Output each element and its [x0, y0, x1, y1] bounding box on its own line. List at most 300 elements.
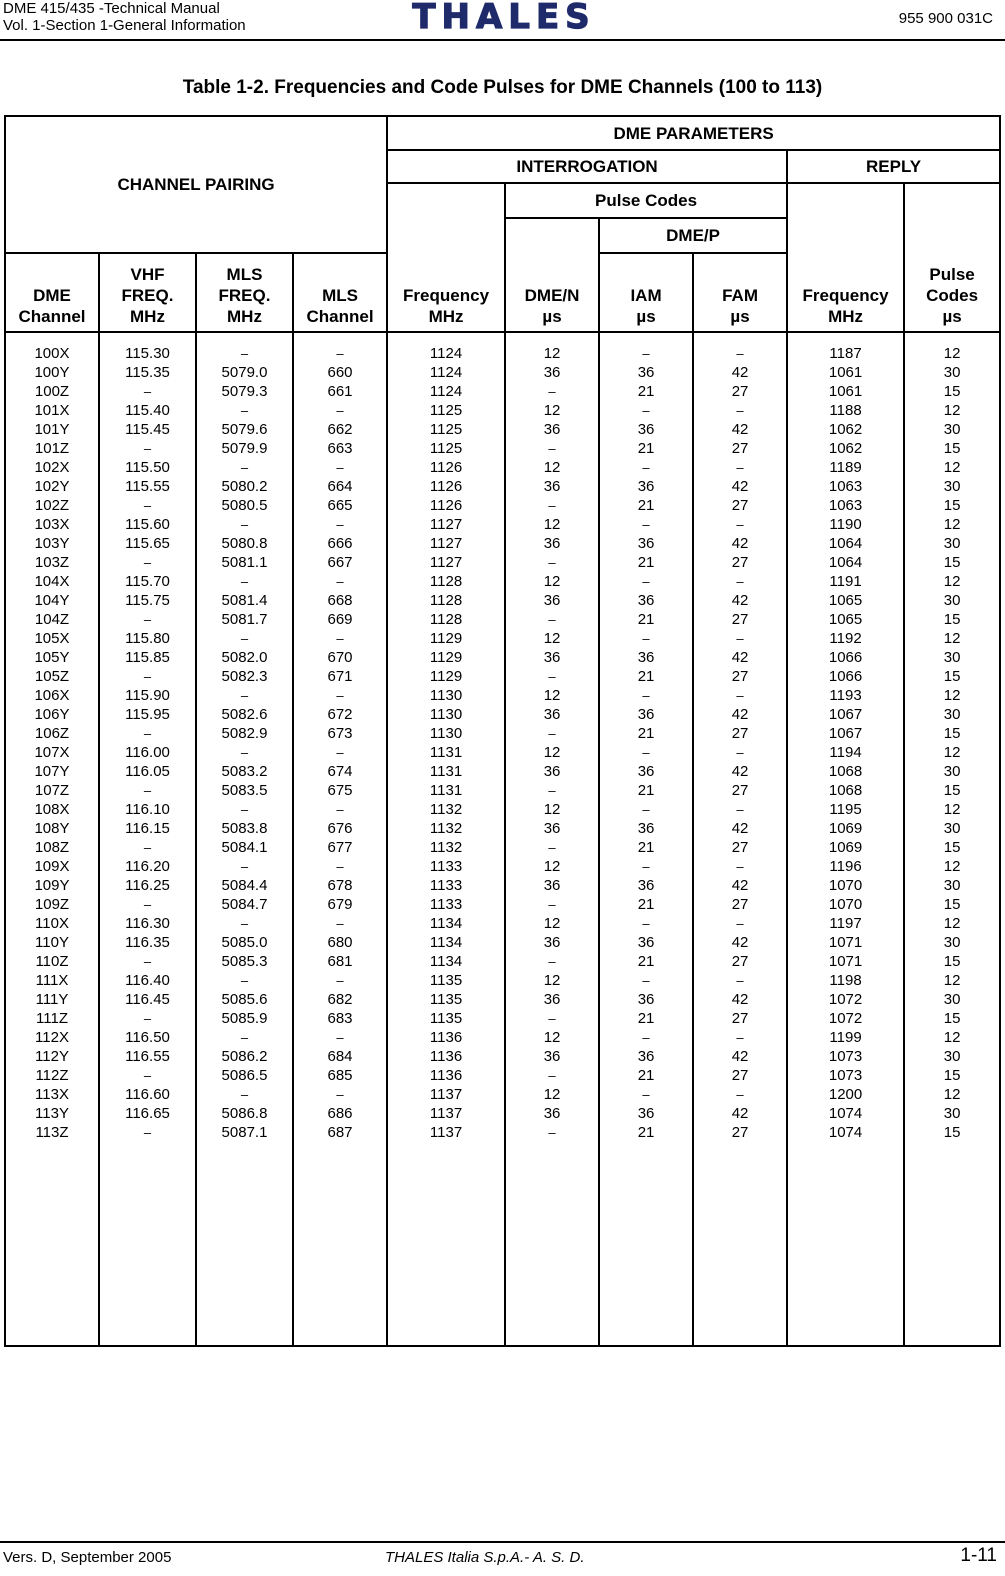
channel-group — [197, 344, 292, 401]
table-cell: 12 — [543, 1029, 561, 1046]
table-cell: – — [143, 840, 152, 855]
table-cell: – — [240, 802, 249, 817]
channel-group — [694, 800, 786, 857]
table-cell: – — [336, 745, 344, 760]
table-cell: – — [336, 802, 344, 817]
table-cell: 36 — [543, 421, 561, 438]
table-cell: 42 — [731, 649, 749, 666]
table-cell: 1130 — [429, 687, 463, 704]
channel-group — [6, 686, 98, 743]
channel-group — [388, 401, 504, 458]
column-fam — [693, 332, 787, 1346]
table-cell: – — [336, 859, 344, 874]
channel-group — [694, 458, 786, 515]
table-cell: 15 — [943, 725, 961, 742]
table-cell: 1066 — [828, 649, 863, 666]
header-dmen: DME/N µs — [505, 218, 599, 332]
channel-group — [6, 857, 98, 914]
table-cell: – — [642, 745, 650, 760]
channel-group — [197, 1085, 292, 1142]
table-cell: 36 — [543, 1048, 561, 1065]
table-cell: 116.50 — [125, 1029, 170, 1046]
table-cell: 680 — [327, 934, 353, 951]
channel-group — [388, 572, 504, 629]
channel-group — [600, 629, 692, 686]
table-cell: 12 — [543, 801, 561, 818]
table-cell: 116.00 — [125, 744, 170, 761]
table-cell: 36 — [543, 364, 561, 381]
table-cell: 661 — [327, 383, 353, 400]
table-cell: – — [240, 916, 249, 931]
table-cell: 27 — [731, 668, 749, 685]
channel-group — [905, 1085, 999, 1142]
table-cell: 1131 — [429, 744, 463, 761]
channel-group — [388, 458, 504, 515]
table-cell: 27 — [731, 1124, 749, 1141]
table-cell: – — [736, 973, 744, 988]
channel-group — [600, 515, 692, 572]
channel-group — [388, 914, 504, 971]
table-cell: 1191 — [829, 573, 862, 590]
table-cell: 42 — [731, 706, 749, 723]
table-cell: 5082.6 — [221, 706, 268, 723]
channel-group — [100, 344, 195, 401]
table-cell: 674 — [327, 763, 353, 780]
table-cell: 30 — [943, 877, 961, 894]
table-cell: 12 — [943, 1086, 961, 1103]
table-cell: 30 — [943, 421, 961, 438]
table-cell: 30 — [943, 535, 961, 552]
table-cell: – — [736, 631, 744, 646]
table-cell: 1133 — [429, 896, 463, 913]
table-cell: 116.55 — [125, 1048, 170, 1065]
table-cell: 5079.3 — [221, 383, 268, 400]
channel-group — [6, 1085, 98, 1142]
table-cell: 116.65 — [125, 1105, 170, 1122]
table-cell: 116.35 — [125, 934, 170, 951]
channel-group — [788, 629, 903, 686]
channel-group — [905, 515, 999, 572]
table-cell: 108Y — [34, 820, 70, 837]
table-cell: 42 — [731, 934, 749, 951]
channel-group — [6, 800, 98, 857]
table-cell: 21 — [637, 1067, 655, 1084]
table-cell: – — [240, 403, 249, 418]
table-cell: 108X — [34, 801, 70, 818]
table-cell: 12 — [543, 687, 561, 704]
table-cell: 111Y — [35, 991, 69, 1008]
table-cell: 36 — [543, 934, 561, 951]
table-cell: – — [642, 802, 650, 817]
header-dme-parameters: DME PARAMETERS — [387, 116, 1000, 150]
footer-company: THALES Italia S.p.A.- A. S. D. — [385, 1549, 585, 1566]
table-cell: 36 — [543, 991, 561, 1008]
table-cell: 30 — [943, 820, 961, 837]
table-cell: 1137 — [429, 1086, 463, 1103]
table-cell: – — [336, 916, 344, 931]
table-cell: 115.50 — [125, 459, 170, 476]
channel-group — [294, 515, 386, 572]
table-cell: 12 — [943, 687, 961, 704]
table-cell: – — [548, 840, 556, 855]
footer-divider — [0, 1541, 1005, 1543]
table-cell: 1065 — [828, 592, 863, 609]
column-dme-channel — [5, 332, 99, 1346]
table-cell: 5079.6 — [221, 421, 268, 438]
table-cell: 12 — [943, 459, 961, 476]
table-cell: 1126 — [429, 459, 463, 476]
table-cell: 21 — [637, 839, 655, 856]
table-cell: – — [548, 954, 556, 969]
table-cell: 12 — [543, 915, 561, 932]
table-cell: 36 — [543, 820, 561, 837]
table-cell: 15 — [943, 896, 961, 913]
table-cell: 15 — [943, 782, 961, 799]
table-cell: 113Y — [35, 1105, 69, 1122]
table-cell: – — [736, 1087, 744, 1102]
table-cell: 42 — [731, 1048, 749, 1065]
table-cell: 1130 — [429, 725, 463, 742]
table-cell: 21 — [637, 440, 655, 457]
table-cell: 12 — [543, 516, 561, 533]
table-cell: – — [736, 346, 744, 361]
header-reply-frequency: Frequency MHz — [787, 183, 904, 332]
table-cell: 36 — [637, 535, 655, 552]
table-cell: – — [336, 346, 344, 361]
channel-group — [694, 686, 786, 743]
table-cell: – — [143, 612, 152, 627]
channel-group — [905, 629, 999, 686]
channel-group — [600, 401, 692, 458]
table-cell: 42 — [731, 991, 749, 1008]
table-cell: 1197 — [829, 915, 862, 932]
channel-group — [788, 914, 903, 971]
table-cell: 12 — [543, 972, 561, 989]
table-cell: 1131 — [429, 763, 463, 780]
table-cell: 109X — [34, 858, 70, 875]
header-line-1: DME 415/435 -Technical Manual — [3, 0, 220, 17]
table-cell: – — [548, 726, 556, 741]
table-cell: 109Z — [34, 896, 70, 913]
table-cell: 685 — [327, 1067, 353, 1084]
table-cell: 1126 — [429, 478, 463, 495]
table-cell: 115.60 — [125, 516, 170, 533]
table-cell: 27 — [731, 782, 749, 799]
channel-group — [694, 914, 786, 971]
table-cell: 115.55 — [125, 478, 170, 495]
table-cell: 1074 — [828, 1105, 863, 1122]
table-cell: 110Z — [35, 953, 69, 970]
channel-group — [905, 686, 999, 743]
table-cell: 1127 — [429, 516, 463, 533]
table-cell: 5084.7 — [221, 896, 268, 913]
table-cell: 1189 — [829, 459, 862, 476]
table-cell: – — [642, 973, 650, 988]
column-reply-frequency — [787, 332, 904, 1346]
table-cell: 1127 — [429, 535, 463, 552]
table-cell: – — [642, 1030, 650, 1045]
channel-group — [905, 743, 999, 800]
column-iam — [599, 332, 693, 1346]
table-cell: 116.05 — [125, 763, 170, 780]
table-cell: – — [143, 1068, 152, 1083]
table-cell: 12 — [543, 459, 561, 476]
table-cell: 12 — [943, 345, 961, 362]
table-cell: – — [336, 631, 344, 646]
table-cell: 1061 — [828, 364, 863, 381]
table-cell: 681 — [327, 953, 353, 970]
table-cell: 662 — [327, 421, 353, 438]
table-cell: – — [143, 441, 152, 456]
table-cell: 1125 — [429, 440, 463, 457]
channel-group — [694, 572, 786, 629]
table-cell: 1129 — [429, 630, 463, 647]
table-cell: 21 — [637, 953, 655, 970]
table-cell: 21 — [637, 383, 655, 400]
table-cell: – — [240, 859, 249, 874]
table-cell: 27 — [731, 896, 749, 913]
table-cell: 12 — [543, 402, 561, 419]
table-cell: – — [240, 688, 249, 703]
table-cell: 101Y — [34, 421, 70, 438]
table-cell: – — [240, 574, 249, 589]
channel-group — [600, 1085, 692, 1142]
table-cell: 1135 — [429, 991, 463, 1008]
table-cell: 1127 — [429, 554, 463, 571]
table-cell: – — [642, 916, 650, 931]
table-cell: 115.40 — [125, 402, 170, 419]
table-cell: – — [736, 1030, 744, 1045]
table-cell: 21 — [637, 782, 655, 799]
channel-group — [294, 629, 386, 686]
table-cell: 5083.8 — [221, 820, 268, 837]
channel-group — [388, 743, 504, 800]
table-cell: 1062 — [828, 421, 863, 438]
table-cell: 1068 — [828, 763, 863, 780]
table-cell: 1134 — [429, 953, 463, 970]
table-cell: 683 — [327, 1010, 353, 1027]
table-cell: 1135 — [429, 1010, 463, 1027]
table-cell: 27 — [731, 440, 749, 457]
channel-group — [294, 1085, 386, 1142]
channel-group — [197, 401, 292, 458]
table-cell: 30 — [943, 1048, 961, 1065]
table-cell: 687 — [327, 1124, 353, 1141]
table-cell: 1132 — [429, 820, 463, 837]
channel-group — [294, 971, 386, 1028]
table-cell: 27 — [731, 383, 749, 400]
table-cell: – — [642, 517, 650, 532]
table-cell: 1124 — [429, 383, 463, 400]
table-cell: – — [143, 897, 152, 912]
table-cell: – — [736, 517, 744, 532]
table-cell: 672 — [327, 706, 353, 723]
table-cell: 1128 — [429, 592, 463, 609]
table-cell: 1193 — [829, 687, 862, 704]
header-line-2: Vol. 1-Section 1-General Information — [3, 17, 246, 34]
table-cell: 5086.2 — [221, 1048, 268, 1065]
table-cell: 1137 — [429, 1124, 463, 1141]
channel-group — [506, 629, 598, 686]
table-cell: 1133 — [429, 858, 463, 875]
channel-group — [905, 971, 999, 1028]
channel-group — [100, 914, 195, 971]
channel-group — [788, 686, 903, 743]
table-cell: 42 — [731, 877, 749, 894]
table-cell: 1198 — [829, 972, 862, 989]
table-cell: – — [240, 1087, 249, 1102]
table-cell: 1131 — [429, 782, 463, 799]
header-divider — [0, 39, 1005, 41]
table-cell: – — [642, 403, 650, 418]
thales-logo-text: THALES — [412, 0, 596, 34]
table-cell: 42 — [731, 535, 749, 552]
table-cell: – — [642, 574, 650, 589]
table-cell: – — [143, 498, 152, 513]
channel-group — [506, 401, 598, 458]
channel-group — [100, 857, 195, 914]
page-number: 1-11 — [960, 1545, 997, 1566]
table-cell: 15 — [943, 497, 961, 514]
table-cell: 102Z — [34, 497, 70, 514]
table-cell: – — [736, 688, 744, 703]
table-cell: 107Y — [34, 763, 70, 780]
channel-group — [788, 1085, 903, 1142]
channel-group — [788, 515, 903, 572]
document-number: 955 900 031C — [898, 10, 993, 27]
table-cell: – — [642, 346, 650, 361]
table-cell: 663 — [327, 440, 353, 457]
header-pulse-codes: Pulse Codes — [505, 183, 787, 218]
table-cell: – — [548, 384, 556, 399]
table-cell: 36 — [637, 478, 655, 495]
table-cell: 660 — [327, 364, 353, 381]
table-cell: 116.45 — [125, 991, 170, 1008]
table-cell: 666 — [327, 535, 353, 552]
channel-group — [788, 1028, 903, 1085]
channel-group — [694, 1085, 786, 1142]
table-cell: 1069 — [828, 839, 863, 856]
channel-group — [197, 572, 292, 629]
table-cell: 5081.7 — [221, 611, 268, 628]
channel-group — [905, 800, 999, 857]
channel-group — [6, 629, 98, 686]
channel-group — [100, 971, 195, 1028]
table-cell: 678 — [327, 877, 353, 894]
table-cell: 12 — [543, 858, 561, 875]
table-cell: 684 — [327, 1048, 353, 1065]
table-cell: 115.85 — [125, 649, 170, 666]
table-cell: 1126 — [429, 497, 463, 514]
table-cell: 115.95 — [125, 706, 170, 723]
table-cell: – — [143, 954, 152, 969]
table-cell: 115.80 — [125, 630, 170, 647]
table-cell: 679 — [327, 896, 353, 913]
table-cell: – — [240, 745, 249, 760]
table-cell: 36 — [637, 877, 655, 894]
channel-group — [788, 344, 903, 401]
channel-group — [905, 344, 999, 401]
channel-group — [388, 1085, 504, 1142]
table-cell: 1062 — [828, 440, 863, 457]
table-cell: 36 — [543, 877, 561, 894]
channel-group — [6, 401, 98, 458]
table-cell: 5087.1 — [221, 1124, 268, 1141]
table-cell: 36 — [543, 763, 561, 780]
table-cell: 104Z — [34, 611, 70, 628]
table-cell: – — [336, 688, 344, 703]
table-cell: 1200 — [828, 1086, 863, 1103]
table-cell: – — [143, 384, 152, 399]
channel-group — [905, 1028, 999, 1085]
channel-group — [100, 458, 195, 515]
header-mls-freq: MLS FREQ. MHz — [196, 253, 293, 332]
channel-group — [600, 1028, 692, 1085]
table-cell: – — [240, 973, 249, 988]
table-cell: 103X — [34, 516, 70, 533]
table-cell: 109Y — [34, 877, 70, 894]
table-cell: 682 — [327, 991, 353, 1008]
table-cell: 115.90 — [125, 687, 170, 704]
table-cell: 12 — [943, 858, 961, 875]
table-cell: 111X — [35, 972, 69, 989]
channel-group — [788, 743, 903, 800]
channel-group — [6, 743, 98, 800]
header-interrogation: INTERROGATION — [387, 150, 787, 183]
channel-group — [506, 686, 598, 743]
channel-group — [100, 686, 195, 743]
table-cell: – — [548, 1068, 556, 1083]
table-cell: – — [240, 517, 249, 532]
table-cell: 1067 — [828, 706, 863, 723]
channel-group — [294, 743, 386, 800]
table-cell: 1124 — [429, 345, 463, 362]
table-cell: 30 — [943, 991, 961, 1008]
table-cell: 1132 — [429, 801, 463, 818]
table-cell: 1068 — [828, 782, 863, 799]
table-cell: 102X — [34, 459, 70, 476]
channel-group — [294, 857, 386, 914]
table-cell: – — [548, 555, 556, 570]
table-cell: 15 — [943, 1010, 961, 1027]
channel-group — [100, 1028, 195, 1085]
table-cell: 1073 — [828, 1048, 863, 1065]
table-cell: 36 — [543, 535, 561, 552]
table-cell: 5086.8 — [221, 1105, 268, 1122]
channel-group — [388, 629, 504, 686]
table-cell: 30 — [943, 706, 961, 723]
table-cell: – — [736, 745, 744, 760]
table-cell: – — [548, 612, 556, 627]
table-cell: 669 — [327, 611, 353, 628]
channel-group — [506, 1085, 598, 1142]
table-cell: 21 — [637, 497, 655, 514]
channel-group — [788, 458, 903, 515]
table-cell: 5084.4 — [221, 877, 268, 894]
table-cell: 1069 — [828, 820, 863, 837]
table-cell: – — [736, 859, 744, 874]
table-cell: 21 — [637, 668, 655, 685]
table-cell: 115.75 — [125, 592, 170, 609]
table-cell: 106Y — [34, 706, 70, 723]
table-cell: 1074 — [828, 1124, 863, 1141]
table-cell: 5085.3 — [221, 953, 268, 970]
header-mls-channel: MLS Channel — [293, 253, 387, 332]
table-cell: 12 — [943, 573, 961, 590]
channel-group — [388, 971, 504, 1028]
channel-group — [6, 914, 98, 971]
table-cell: 112X — [35, 1029, 69, 1046]
